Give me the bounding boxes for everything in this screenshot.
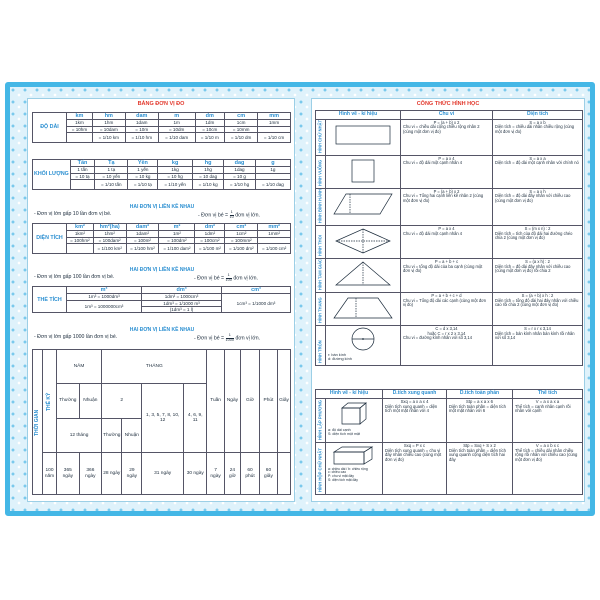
unit-cell: km [67, 113, 93, 120]
formula: S = (a x h) : 2 [525, 258, 550, 264]
area-value: = 1/100 cm² [258, 243, 291, 253]
cube-legend: a: độ dài cạnh [328, 427, 351, 432]
formula: Sxq = a x a x 4 [400, 398, 429, 404]
length-value: 1dm [195, 120, 225, 126]
triangle-figure [326, 258, 401, 292]
unit-cell: dam [125, 113, 158, 120]
head-volume: Thể tích [513, 390, 583, 399]
length-value: = 1/10 cm [258, 132, 291, 142]
geometry-panel [311, 98, 585, 502]
triangle-icon [328, 260, 398, 288]
formula: S = a x h [529, 188, 546, 194]
unit-cell: Tấn [70, 160, 94, 167]
twelve-months: 12 tháng [57, 418, 102, 452]
geometry-title: CÔNG THỨC HÌNH HỌC [416, 101, 480, 107]
unit-cell: cm³ [222, 287, 291, 294]
head-figure: Hình vẽ - kí hiệu [316, 111, 401, 120]
fraction-1-10: $\frac{1}{10}$ [229, 210, 234, 219]
mass-value: = 10 g [224, 173, 256, 179]
long-months: 1, 3, 5, 7, 8, 10, 12 [142, 384, 184, 453]
unit-cell: kg [158, 160, 193, 167]
formula: Stp = Sxq + S x 2 [463, 442, 496, 448]
trapezoid-perimeter [401, 292, 493, 325]
feb-label: 2 [102, 384, 142, 418]
length-value: = 1/10 dam [158, 132, 195, 142]
unit-cell: dag [224, 160, 256, 167]
cube-icon [328, 400, 380, 426]
formula: S = (m x n) : 2 [524, 225, 551, 231]
feb-common-value: 28 ngày [102, 453, 122, 495]
formula: Sxq = P x c [403, 442, 426, 448]
time-label: THỜI GIAN [33, 350, 43, 495]
formula: Stp = a x a x 6 [466, 398, 493, 404]
leap-year: Nhuận [79, 384, 101, 418]
area-value: = 100cm² [195, 237, 225, 243]
solid-name-box: HÌNH HỘP CHỮ NHẬT [316, 442, 326, 494]
area-value: = 1/100 km² [93, 243, 126, 253]
unit-cell: dm² [195, 224, 225, 231]
rule-text: - Đơn vị bé = [194, 275, 225, 282]
unit-cell: mm² [258, 224, 291, 231]
length-value: = 10cm [195, 126, 225, 132]
shape-name-rhombus: HÌNH THOI [316, 225, 326, 258]
mass-value: 1 yến [128, 167, 158, 173]
shape-name-square: HÌNH VUÔNG [316, 155, 326, 188]
circle-icon [328, 327, 398, 351]
day-value: 24 giờ [224, 453, 240, 495]
area-label: DIỆN TÍCH [33, 224, 67, 254]
mass-value: 1dag [224, 167, 256, 173]
mass-value: = 10 kg [128, 173, 158, 179]
volume-value: (1dm³ = 1 l) [142, 306, 222, 312]
cube-figure [326, 398, 383, 442]
minute-header: Phút [259, 350, 277, 453]
mass-value: 1 tấn [70, 167, 94, 173]
common-year: Thường [57, 384, 80, 418]
solid-shapes-table [315, 389, 583, 495]
cube-volume [513, 398, 583, 442]
unit-cell: m [158, 113, 195, 120]
relation-heading-1000: HAI ĐƠN VỊ LIỀN KỀ NHAU [129, 327, 195, 333]
trapezoid-icon [328, 294, 398, 322]
area-value: = 100mm² [225, 237, 258, 243]
explanation: Chu vi = độ dài một cạnh nhân 4 [403, 160, 463, 166]
box-legend: S: diện tích mặt đáy [328, 478, 358, 483]
formula: P = a + b + c [434, 258, 459, 264]
parallelogram-icon [328, 190, 398, 218]
formula: P = a + b + c + d [431, 292, 462, 298]
month-header: THÁNG [102, 350, 207, 384]
area-value: = 100hm² [67, 237, 94, 243]
explanation: Diện tích = độ dài đáy nhân với chiều cao (cùng một đơn vị đo) [495, 193, 571, 204]
formula: S = (a + b) x h : 2 [521, 292, 554, 298]
length-value: 1hm [92, 120, 125, 126]
area-value: = 1/100 m² [195, 243, 225, 253]
length-value [67, 132, 93, 142]
length-value: = 1/10 hm [125, 132, 158, 142]
volume-value: 1dm³ = 1000cm³ [142, 294, 222, 300]
square-icon [328, 157, 398, 185]
mass-value: = 1/10 yến [158, 179, 193, 189]
circle-legend: d: đường kính [328, 357, 352, 361]
common-year-value: 365 ngày [57, 453, 80, 495]
cube-total [447, 398, 513, 442]
unit-cell: Tạ [95, 160, 128, 167]
triangle-area [493, 258, 583, 292]
year-header: NĂM [57, 350, 102, 384]
rule-1000-large: - Đơn vị lớn gấp 1000 lần đơn vị bé. [34, 334, 118, 340]
circle-area [493, 325, 583, 365]
explanation: Diện tích xung quanh = chu vi đáy nhân chiều cao (cùng một đơn vị đo) [385, 447, 442, 463]
time-table [32, 349, 291, 495]
length-value: 1mm [258, 120, 291, 126]
box-volume [513, 442, 583, 494]
unit-cell: m² [159, 224, 195, 231]
area-value: 1dm² [195, 231, 225, 237]
area-value: 1km² [67, 231, 94, 237]
rhombus-perimeter [401, 225, 493, 258]
hour-value: 60 phút [241, 453, 260, 495]
area-value: = 100dam² [93, 237, 126, 243]
cube-lateral [383, 398, 447, 442]
mass-value: = 10 yến [95, 173, 128, 179]
area-value: 1dam² [126, 231, 159, 237]
formula: V = a x a x a [535, 398, 560, 404]
unit-cell: mm [258, 113, 291, 120]
solid-name-cube: HÌNH LẬP PHƯƠNG [316, 398, 326, 442]
shape-name-parallelogram: HÌNH BÌNH HÀNH [316, 188, 326, 225]
mass-value [70, 179, 94, 189]
area-value: 1cm² [225, 231, 258, 237]
feb-leap-value: 29 ngày [122, 453, 142, 495]
formula: P = (a + b) x 2 [433, 119, 460, 125]
rule-1000-small [194, 334, 260, 343]
mass-value: = 1/10 tạ [128, 179, 158, 189]
shape-name-trapezoid: HÌNH THANG [316, 292, 326, 325]
area-value: = 1/100 dam² [159, 243, 195, 253]
unit-cell: dm [195, 113, 225, 120]
area-table [32, 223, 291, 254]
length-value: = 1/10 m [195, 132, 225, 142]
parallelogram-perimeter [401, 188, 493, 225]
mass-value: 1hg [193, 167, 224, 173]
volume-value: 1dm³ = 1/1000 m³ [142, 300, 222, 306]
mass-value: 1g [255, 167, 290, 173]
formula: P = (a + b) x 2 [433, 188, 460, 194]
plane-shapes-table [315, 110, 583, 366]
explanation: Thể tích = chiều dài nhân chiều rộng rồi nhân với chiều cao (cùng một đơn vị đo) [515, 447, 578, 463]
box-legend: P: chu vi mặt đáy [328, 474, 355, 479]
relation-heading-100: HAI ĐƠN VỊ LIỀN KỀ NHAU [129, 267, 195, 273]
mass-value: = 1/10 dag [255, 179, 290, 189]
head-perimeter: Chu vi [401, 111, 493, 120]
units-panel [27, 98, 295, 502]
poster-board [5, 82, 595, 516]
rule-text: đơn vị lớn. [233, 275, 259, 282]
unit-cell: Yến [128, 160, 158, 167]
explanation: Chu vi = độ dài một cạnh nhân 4 [403, 230, 463, 236]
unit-cell: hm²(ha) [93, 224, 126, 231]
length-value: = 10dam [92, 126, 125, 132]
rule-100-large: - Đơn vị lớn gấp 100 lần đơn vị bé. [34, 274, 115, 280]
unit-cell: dm³ [142, 287, 222, 294]
length-value: 1km [67, 120, 93, 126]
area-value: 1mm² [258, 231, 291, 237]
length-value: 1m [158, 120, 195, 126]
area-value: = 1/100 hm² [126, 243, 159, 253]
volume-value: 1m³ = 1000000cm³ [67, 300, 142, 313]
head-area: Diện tích [493, 111, 583, 120]
day-header: Ngày [224, 350, 240, 453]
volume-table [32, 286, 291, 313]
unit-cell: hm [92, 113, 125, 120]
area-value: = 100m² [126, 237, 159, 243]
box-total [447, 442, 513, 494]
explanation: Chu vi = đường kính nhân với số 3,14 [403, 335, 472, 341]
mass-value: = 1/10 tấn [95, 179, 128, 189]
box-lateral [383, 442, 447, 494]
length-value: 1cm [225, 120, 258, 126]
explanation: Chu vi = tổng độ dài của ba cạnh (cùng một đơn vị đo) [403, 263, 483, 274]
week-header: Tuần [207, 350, 224, 453]
volume-label: THỂ TÍCH [33, 287, 67, 313]
parallelogram-figure [326, 188, 401, 225]
mass-value: = 10 hg [158, 173, 193, 179]
explanation: Diện tích toàn phần = diện tích một mặt nhân với 6 [449, 403, 506, 414]
explanation: Thể tích = cạnh nhân cạnh rồi nhân với cạnh [515, 403, 571, 414]
length-value: = 10dm [158, 126, 195, 132]
cube-legend: S: diện tích một mặt [328, 431, 360, 436]
area-value: 1m² [159, 231, 195, 237]
fraction-1-1000: $\frac{1}{1000}$ [225, 333, 234, 342]
length-value: = 10mm [225, 126, 258, 132]
rule-text: - Đơn vị bé = [194, 335, 225, 342]
triangle-perimeter [401, 258, 493, 292]
explanation: Diện tích = bán kính nhân bán kính rồi nhân với số 3,14 [495, 330, 575, 341]
second-value [278, 453, 291, 495]
formula: P = a x 4 [438, 155, 455, 161]
century-header: THẾ KỶ [43, 350, 57, 453]
mass-value: 1 tạ [95, 167, 128, 173]
unit-cell: cm² [225, 224, 258, 231]
rectangle-area [493, 119, 583, 155]
unit-cell: dam² [126, 224, 159, 231]
length-value: = 10hm [67, 126, 93, 132]
length-value: = 1/10 km [92, 132, 125, 142]
formula: S = r x r x 3,14 [524, 325, 551, 331]
long-month-value: 31 ngày [142, 453, 184, 495]
mass-value: = 1/10 hg [224, 179, 256, 189]
formula: P = a x 4 [438, 225, 455, 231]
units-title: BẢNG ĐƠN VỊ ĐO [137, 101, 185, 107]
area-value [67, 243, 94, 253]
unit-cell: hg [193, 160, 224, 167]
square-area [493, 155, 583, 188]
rhombus-figure [326, 225, 401, 258]
circle-perimeter [401, 325, 493, 365]
leap-year-value: 366 ngày [79, 453, 101, 495]
fraction-1-100: $\frac{1}{100}$ [225, 273, 232, 282]
head-lateral: D.tích xung quanh [383, 390, 447, 399]
box-icon [328, 444, 380, 466]
hour-header: Giờ [241, 350, 260, 453]
second-header: Giây [278, 350, 291, 453]
unit-cell: m³ [67, 287, 142, 294]
explanation: Chu vi = chiều dài cộng chiều rộng nhân 2 (cùng một đơn vị đo) [403, 124, 480, 135]
short-months: 4, 6, 9, 11 [183, 384, 206, 453]
explanation: Chu vi = Tổng độ dài các cạnh (cùng một đơn vị đo) [403, 297, 487, 308]
box-legend: a: chiều dài / b: chiều rộng [328, 466, 368, 471]
century-value: 100 năm [43, 453, 57, 495]
leap-year: Nhuận [122, 418, 142, 452]
shape-name-triangle: HÌNH TAM GIÁC [316, 258, 326, 292]
head-solid-figure: Hình vẽ - kí hiệu [316, 390, 383, 399]
rule-10-large: - Đơn vị lớn gấp 10 lần đơn vị bé. [34, 211, 112, 217]
head-total: D.tích toàn phần [447, 390, 513, 399]
relation-heading-10: HAI ĐƠN VỊ LIỀN KỀ NHAU [129, 204, 195, 210]
shape-name-circle: HÌNH TRÒN [316, 325, 326, 365]
length-label: ĐỘ DÀI [33, 113, 67, 143]
area-value: 1hm² [93, 231, 126, 237]
unit-cell: g [255, 160, 290, 167]
circle-legend: r: bán kính [328, 352, 346, 357]
common-year: Thường [102, 418, 122, 452]
explanation: Diện tích = độ dài đáy nhân với chiều cao (cùng một đơn vị đo) rồi chia 2 [495, 263, 571, 274]
explanation: Diện tích = tích của độ dài hai đường chéo chia 2 (cùng một đơn vị đo) [495, 230, 573, 241]
rule-text: - Đơn vị bé = [198, 212, 229, 219]
explanation: Diện tích = độ dài một cạnh nhân với chính nó [495, 160, 579, 166]
formula: C = d x 3,14 [435, 325, 458, 331]
rule-text: đơn vị lớn. [235, 212, 260, 219]
mass-value: = 10 dag [193, 173, 224, 179]
formula: S = a x a [529, 155, 546, 161]
formula: hoặc C = r x 2 x 3,14 [427, 330, 466, 336]
length-value: 1dam [125, 120, 158, 126]
rule-10-small [198, 211, 260, 220]
length-table [32, 112, 291, 143]
mass-label: KHỐI LƯỢNG [33, 160, 71, 190]
box-legend: c: chiều cao [328, 470, 347, 475]
week-value: 7 ngày [207, 453, 224, 495]
short-month-value: 30 ngày [183, 453, 206, 495]
rectangle-icon [328, 121, 398, 149]
volume-value: 1m³ = 1000dm³ [67, 294, 142, 300]
length-value: = 10m [125, 126, 158, 132]
mass-table [32, 159, 291, 190]
explanation: Chu vi = Tổng hai cạnh liền kề nhân 2 (cùng một đơn vị đo) [403, 193, 484, 204]
trapezoid-figure [326, 292, 401, 325]
explanation: Diện tích = tổng độ dài hai đáy nhân với chiều cao rồi chia 2 (cùng một đơn vị đo) [495, 297, 579, 308]
mass-value: 1kg [158, 167, 193, 173]
parallelogram-area [493, 188, 583, 225]
rule-text: đơn vị lớn. [235, 335, 261, 342]
volume-value: 1cm³ = 1/1000 dm³ [222, 294, 291, 313]
area-value: = 1/100 dm² [225, 243, 258, 253]
rectangle-perimeter [401, 119, 493, 155]
explanation: Diện tích xung quanh = diện tích một mặt nhân với 4 [385, 403, 438, 414]
shape-name-rectangle: HÌNH CHỮ NHẬT [316, 119, 326, 155]
mass-value: = 10 tạ [70, 173, 94, 179]
formula: V = a x b x c [535, 442, 560, 448]
length-value: = 1/10 dm [225, 132, 258, 142]
rectangle-figure [326, 119, 401, 155]
explanation: Diện tích toàn phần = diện tích xung quanh cộng diện tích hai đáy [449, 447, 506, 463]
circle-figure [326, 325, 401, 365]
square-perimeter [401, 155, 493, 188]
square-figure [326, 155, 401, 188]
area-value: = 100dm² [159, 237, 195, 243]
minute-value: 60 giây [259, 453, 277, 495]
mass-value: = 1/10 kg [193, 179, 224, 189]
formula: S = a x b [529, 119, 546, 125]
trapezoid-area [493, 292, 583, 325]
rule-100-small [194, 274, 258, 283]
unit-cell: cm [225, 113, 258, 120]
unit-cell: km² [67, 224, 94, 231]
box-figure [326, 442, 383, 494]
rhombus-area [493, 225, 583, 258]
rhombus-icon [328, 227, 398, 255]
explanation: Diện tích = chiều dài nhân chiều rộng (cùng một đơn vị đo) [495, 124, 575, 135]
